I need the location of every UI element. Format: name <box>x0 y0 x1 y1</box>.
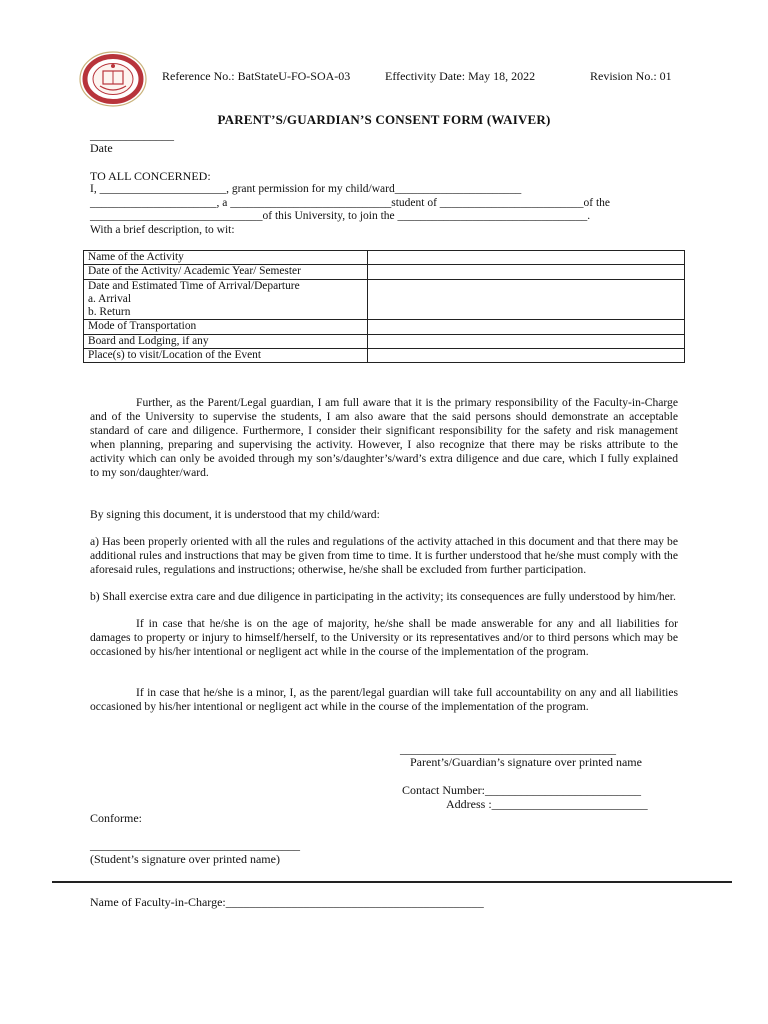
revision-number: Revision No.: 01 <box>590 69 672 83</box>
salutation: TO ALL CONCERNED: <box>90 169 211 183</box>
table-row <box>84 320 685 334</box>
address-field[interactable]: Address :__________________________ <box>446 797 648 811</box>
date-line: ______________ <box>90 128 174 142</box>
paragraph-item-a: a) Has been properly oriented with all the rules and regulations of the activity attached in this document and that there may be additional rules and instructions that may be given from time to time. It is further understood that he/she must comply with the aforesaid rules, regulations and instructions; otherwise, he/she shall be excluded from further participation. <box>90 535 678 576</box>
table-label: Date and Estimated Time of Arrival/Departure a. Arrival b. Return <box>84 279 368 320</box>
intro-line-1: I, ______________________, grant permission for my child/ward______________________ <box>90 183 522 195</box>
paragraph-responsibility: Further, as the Parent/Legal guardian, I am full aware that it is the primary responsibility of the Faculty-in-Charge and of the University to supervise the students, I am also aware that the said persons should demonstrate an acceptable standard of care and diligence. Furthermore, I consider their significant responsibility for the safety and risk management when planning, preparing and supervising the activity. However, I also recognize that there may be risks attribute to the activity which can only be avoided through my son’s/daughter’s/ward’s extra diligence and due care, which I fully explained to my son/daughter/ward. <box>90 396 678 479</box>
paragraph-signing: By signing this document, it is understood that my child/ward: <box>90 508 380 521</box>
table-value-cell[interactable] <box>368 349 685 363</box>
intro-line-3: ______________________________of this University, to join the _________________________________. <box>90 210 591 222</box>
table-value-cell[interactable] <box>368 265 685 279</box>
activity-details-table <box>83 250 685 363</box>
table-value-cell[interactable] <box>368 279 685 320</box>
contact-number-field[interactable]: Contact Number:__________________________ <box>402 783 641 797</box>
effectivity-date: Effectivity Date: May 18, 2022 <box>385 69 536 83</box>
table-value-cell[interactable] <box>368 251 685 265</box>
form-title: PARENT’S/GUARDIAN’S CONSENT FORM (WAIVER) <box>217 112 551 127</box>
table-row <box>84 251 685 265</box>
paragraph-item-b: b) Shall exercise extra care and due diligence in participating in the activity; its consequences are fully understood by him/her. <box>90 590 676 603</box>
table-label: Date of the Activity/ Academic Year/ Semester <box>84 265 368 279</box>
table-label: Place(s) to visit/Location of the Event <box>84 349 368 363</box>
table-row <box>84 334 685 348</box>
table-row <box>84 349 685 363</box>
faculty-in-charge-field[interactable]: Name of Faculty-in-Charge:___________________________________________ <box>90 895 484 909</box>
table-label: Board and Lodging, if any <box>84 334 368 348</box>
table-value-cell[interactable] <box>368 334 685 348</box>
reference-number: Reference No.: BatStateU-FO-SOA-03 <box>162 69 351 83</box>
intro-line-4: With a brief description, to wit: <box>90 224 235 236</box>
university-seal-icon <box>78 50 148 108</box>
student-signature-line[interactable]: ___________________________________ <box>90 838 300 852</box>
student-signature-label: (Student’s signature over printed name) <box>90 852 280 866</box>
table-label: Mode of Transportation <box>84 320 368 334</box>
paragraph-minor: If in case that he/she is a minor, I, as the parent/legal guardian will take full accountability on any and all liabilities occasioned by his/her intentional or negligent act while in the course of the implementation of the program. <box>90 686 678 713</box>
table-value-cell[interactable] <box>368 320 685 334</box>
conforme-label: Conforme: <box>90 811 142 825</box>
parent-signature-line[interactable]: ____________________________________ <box>400 742 616 756</box>
intro-line-2: ______________________, a ____________________________student of _________________________of the <box>90 197 611 209</box>
table-row <box>84 265 685 279</box>
table-label: Name of the Activity <box>84 251 368 265</box>
date-label: Date <box>90 141 113 155</box>
parent-signature-label: Parent’s/Guardian’s signature over printed name <box>410 755 642 769</box>
table-row <box>84 279 685 320</box>
paragraph-majority: If in case that he/she is on the age of majority, he/she shall be made answerable for any and all liabilities for damages to property or injury to himself/herself, to the University or its representatives and/or to third persons which may be occasioned by his/her intentional or negligent act while in the course of the implementation of the program. <box>90 617 678 658</box>
divider-line <box>52 881 732 883</box>
